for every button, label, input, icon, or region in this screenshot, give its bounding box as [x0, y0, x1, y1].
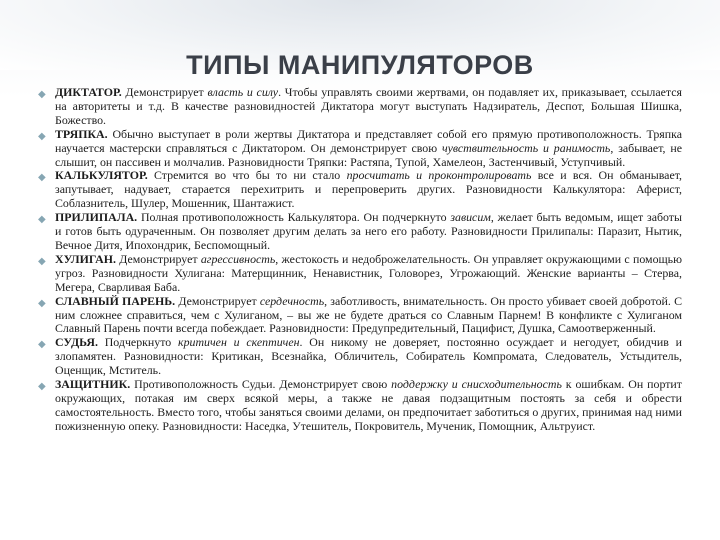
description-text: к ошибкам. Он портит окружающих, потакая им сверх всякой меры, а также не давая подзащитным постоять за себя и обрести самостоятельность. Вместо того, чтобы заняться своими делами, он предпочитает заботиться о других, принимая над ними пожизненную опеку. Разновидности: Наседка, Утешитель, Покровитель, Мученик, Помощник, Альтруист. — [55, 377, 682, 433]
description-text: Полная противоположность Калькулятора. Он подчеркнуто — [137, 210, 451, 225]
diamond-bullet-icon: ◆ — [38, 172, 46, 184]
diamond-bullet-icon: ◆ — [38, 89, 46, 100]
description-text: , желает быть ведомым, ищет заботы и готов быть одураченным. Он позволяет другим делать за него его работу. Разновидности Прилипалы: Паразит, Нытик, Вечное Дитя, Ипохондрик, Беспомощный. — [55, 210, 682, 252]
emphasized-text: просчитать и проконтролировать — [346, 168, 532, 183]
list-item — [38, 128, 682, 170]
emphasized-text: поддержку и снисходительность — [391, 377, 562, 392]
diamond-bullet-icon: ◆ — [38, 297, 46, 309]
diamond-bullet-icon: ◆ — [38, 255, 46, 267]
emphasized-text: агрессивность — [200, 251, 276, 266]
list-item — [38, 86, 682, 128]
description-text: , жестокость и недоброжелательность. Он управляет окружающими с помощью угроз. Разновидности Хулигана: Матерщинник, Ненавистник, Головорез, Угрожающий. Женские варианты – Стерва, Мегера, Сварливая Баба. — [55, 251, 682, 294]
description-text: , заботливость, внимательность. Он просто убивает своей добротой. С ним сложнее справиться, чем с Хулиганом, – вы же не будете драться со Славным Парнем! В конфликте с Хулиганом Славный Парень почти всегда побеждает. Разновидности: Предупредительный, Пацифист, Душка, Самоотверженный. — [55, 293, 682, 336]
list-item — [38, 253, 682, 295]
description-text: Обычно выступает в роли жертвы Диктатора и представляет собой его прямую противоположность. Тряпка научается мастерски справляться с Диктатором. Он демонстрирует свою — [55, 126, 682, 155]
emphasized-text: критичен и скептичен — [178, 335, 300, 350]
diamond-bullet-icon: ◆ — [38, 339, 46, 351]
emphasized-text: чувствительность и ранимость — [441, 140, 611, 155]
description-text: , забывает, не слышит, он пассивен и молчалив. Разновидности Тряпки: Растяпа, Тупой, Хамелеон, Застенчивый, Уступчивый. — [55, 140, 682, 169]
diamond-bullet-icon: ◆ — [38, 214, 46, 226]
manipulator-type-name: ХУЛИГАН. — [55, 251, 116, 266]
list-item — [38, 211, 682, 253]
manipulator-type-name: ПРИЛИПАЛА. — [55, 210, 138, 225]
description-text: Стремится во что бы то ни стало — [147, 168, 347, 183]
emphasized-text: зависим — [450, 210, 491, 225]
manipulator-type-name: СУДЬЯ. — [55, 335, 98, 350]
description-text: Демонстрирует — [175, 293, 260, 308]
description-text: Подчеркнуто — [97, 335, 179, 350]
description-text: Противоположность Судьи. Демонстрирует свою — [130, 377, 392, 392]
manipulator-type-name: КАЛЬКУЛЯТОР. — [55, 168, 148, 183]
emphasized-text: власть и силу — [207, 85, 279, 99]
manipulator-type-name: ТРЯПКА. — [55, 126, 108, 141]
list-item — [38, 169, 682, 211]
description-text: . Он никому не доверяет, постоянно осуждает и негодует, обидчив и злопамятен. Разновидности: Критикан, Всезнайка, Обличитель, Собиратель Компромата, Следователь, Устыдитель, Оценщик, Мститель. — [55, 335, 683, 378]
list-item — [38, 378, 682, 434]
description-text: все и вся. Он обманывает, запутывает, надувает, старается перехитрить и перепроверить других. Разновидности Калькулятора: Аферист, Соблазнитель, Шулер, Мошенник, Шантажист. — [55, 168, 682, 211]
diamond-bullet-icon: ◆ — [38, 381, 46, 393]
emphasized-text: сердечность — [259, 293, 325, 308]
page-title: ТИПЫ МАНИПУЛЯТОРОВ — [186, 50, 534, 80]
manipulator-type-name: ДИКТАТОР. — [55, 85, 122, 99]
description-text: . Чтобы управлять своими жертвами, он подавляет их, приказывает, ссылается на авторитеты и т.д. В качестве разновидностей Диктатора могут выступать Надзиратель, Деспот, Большая Шишка, Божество. — [55, 85, 682, 127]
diamond-bullet-icon: ◆ — [38, 130, 46, 142]
manipulator-types-list — [38, 86, 682, 434]
description-text: Демонстрирует — [115, 251, 201, 266]
list-item — [38, 336, 682, 378]
description-text: Демонстрирует — [121, 85, 208, 99]
manipulator-type-name: СЛАВНЫЙ ПАРЕНЬ. — [55, 293, 176, 308]
manipulator-type-name: ЗАЩИТНИК. — [55, 377, 131, 392]
list-item — [38, 295, 682, 337]
